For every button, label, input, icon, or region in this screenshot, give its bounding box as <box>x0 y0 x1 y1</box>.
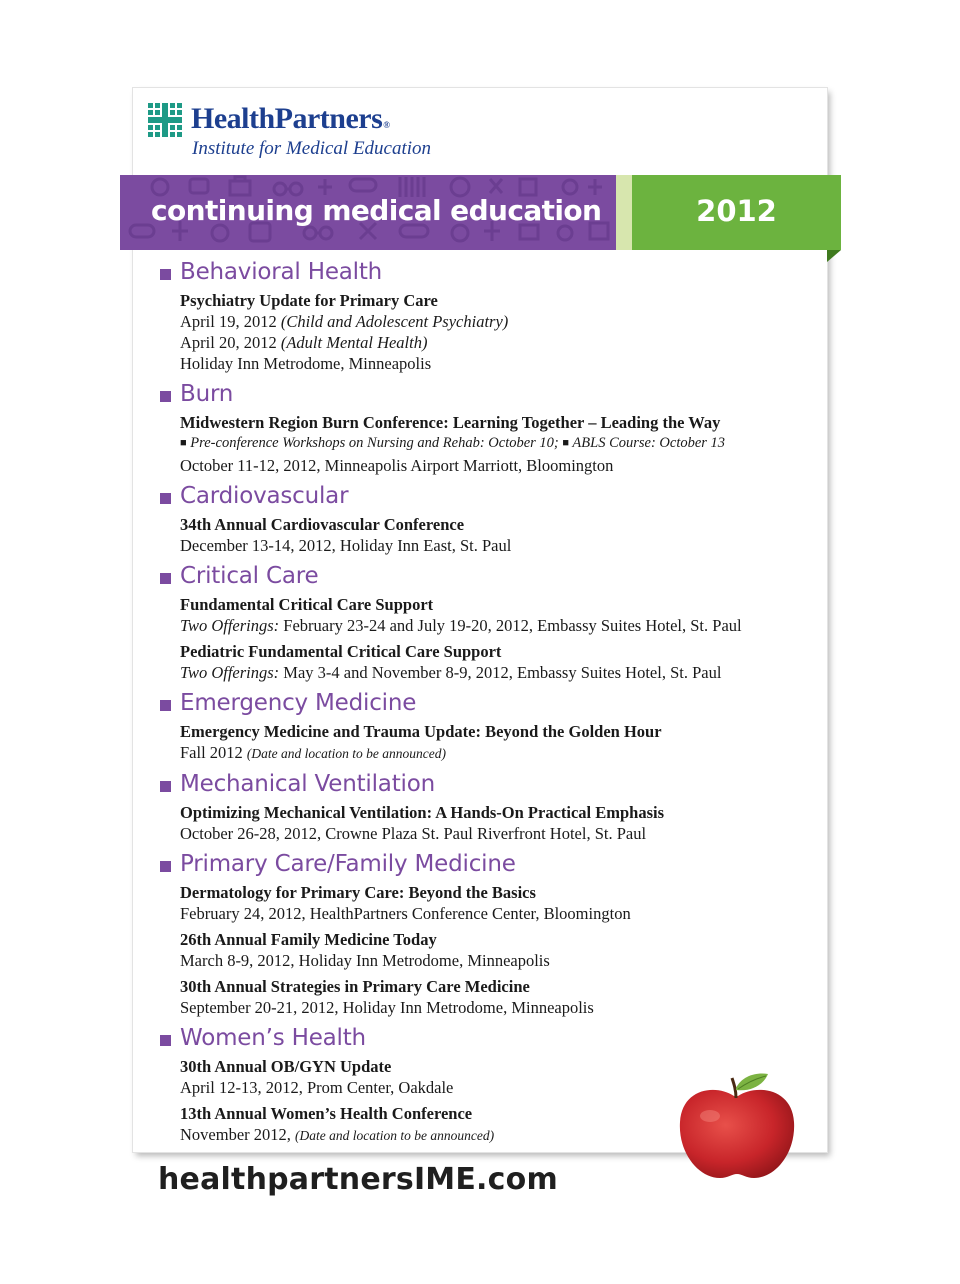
event-date-location: February 23-24 and July 19-20, 2012, Embassy Suites Hotel, St. Paul <box>279 616 742 635</box>
section-emergency-medicine <box>158 689 808 764</box>
section-header <box>158 689 808 721</box>
section-header <box>158 380 808 412</box>
section-behavioral-health <box>158 258 808 374</box>
section-title: Emergency Medicine <box>180 690 417 716</box>
event-date-location: November 2012, <box>180 1125 296 1144</box>
event-detail <box>180 823 808 844</box>
section-header <box>158 770 808 802</box>
banner-fold <box>827 250 841 262</box>
section-burn <box>158 380 808 476</box>
event-title: 30th Annual OB/GYN Update <box>180 1057 392 1076</box>
section-title: Women’s Health <box>180 1025 366 1051</box>
section-critical-care <box>158 562 808 683</box>
banner-year-block <box>632 175 841 250</box>
section-header <box>158 850 808 882</box>
section-title: Primary Care/Family Medicine <box>180 851 516 877</box>
event-detail <box>180 615 808 636</box>
event-date-location: September 20-21, 2012, Holiday Inn Metrodome, Minneapolis <box>180 998 594 1017</box>
event-note: (Date and location to be announced) <box>246 746 447 761</box>
brand-name: HealthPartners® <box>191 102 390 135</box>
square-bullet-icon: ■ <box>562 437 570 449</box>
event-date-location: October 11-12, 2012, Minneapolis Airport Marriott, Bloomington <box>180 456 614 475</box>
pre-session-text: Pre-conference Workshops on Nursing and Rehab: October 10; <box>190 435 559 451</box>
event-item <box>180 882 808 924</box>
square-bullet-icon <box>160 781 171 792</box>
event-detail <box>180 903 808 924</box>
square-bullet-icon <box>160 493 171 504</box>
event-detail <box>180 455 808 476</box>
event-item <box>180 721 808 764</box>
event-title: Pediatric Fundamental Critical Care Support <box>180 642 502 661</box>
event-item <box>180 641 808 683</box>
event-title: Optimizing Mechanical Ventilation: A Hands-On Practical Emphasis <box>180 803 665 822</box>
event-date-location: March 8-9, 2012, Holiday Inn Metrodome, Minneapolis <box>180 951 550 970</box>
event-detail <box>180 311 808 332</box>
healthpartners-logo-icon <box>148 103 182 137</box>
event-item <box>180 594 808 636</box>
section-title: Burn <box>180 381 234 407</box>
event-date-location: April 20, 2012 <box>180 333 281 352</box>
banner-year: 2012 <box>696 194 777 228</box>
section-header <box>158 1024 808 1056</box>
event-listing <box>158 258 808 1152</box>
section-title: Mechanical Ventilation <box>180 771 435 797</box>
section-title: Behavioral Health <box>180 259 383 285</box>
square-bullet-icon <box>160 573 171 584</box>
event-detail <box>180 535 808 556</box>
event-note: (Adult Mental Health) <box>280 333 428 352</box>
event-date-location: December 13-14, 2012, Holiday Inn East, St. Paul <box>180 536 512 555</box>
pre-session-text: ABLS Course: October 13 <box>572 435 726 451</box>
section-header <box>158 562 808 594</box>
event-date-location: Holiday Inn Metrodome, Minneapolis <box>180 354 432 373</box>
event-title: 34th Annual Cardiovascular Conference <box>180 515 465 534</box>
event-detail <box>180 950 808 971</box>
event-detail <box>180 353 808 374</box>
event-detail <box>180 997 808 1018</box>
event-detail <box>180 332 808 353</box>
section-primary-care-family-medicine <box>158 850 808 1018</box>
section-mechanical-ventilation <box>158 770 808 844</box>
event-item <box>180 290 808 374</box>
event-date-location: February 24, 2012, HealthPartners Conference Center, Bloomington <box>180 904 631 923</box>
offerings-label: Two Offerings: <box>180 616 280 635</box>
event-title: Emergency Medicine and Trauma Update: Beyond the Golden Hour <box>180 722 662 741</box>
event-title: 26th Annual Family Medicine Today <box>180 930 437 949</box>
event-note: (Date and location to be announced) <box>295 1128 495 1143</box>
brand-subtitle: Institute for Medical Education <box>192 138 432 159</box>
event-item <box>180 412 808 476</box>
square-bullet-icon: ■ <box>180 437 187 449</box>
event-date-location: October 26-28, 2012, Crowne Plaza St. Paul Riverfront Hotel, St. Paul <box>180 824 647 843</box>
event-date-location: April 19, 2012 <box>180 312 281 331</box>
event-item <box>180 802 808 844</box>
event-title: Midwestern Region Burn Conference: Learning Together – Leading the Way <box>180 413 721 432</box>
event-detail <box>180 662 808 683</box>
square-bullet-icon <box>160 269 171 280</box>
website-link[interactable]: healthpartnersIME.com <box>158 1162 558 1197</box>
event-title: 13th Annual Women’s Health Conference <box>180 1104 473 1123</box>
event-date-location: Fall 2012 <box>180 743 247 762</box>
event-date-location: April 12-13, 2012, Prom Center, Oakdale <box>180 1078 454 1097</box>
event-item <box>180 929 808 971</box>
banner-title-block <box>120 175 616 250</box>
healthpartners-logo[interactable] <box>148 101 468 167</box>
event-title: Fundamental Critical Care Support <box>180 595 434 614</box>
event-note: (Child and Adolescent Psychiatry) <box>280 312 509 331</box>
section-cardiovascular <box>158 482 808 556</box>
event-title: 30th Annual Strategies in Primary Care Medicine <box>180 977 530 996</box>
square-bullet-icon <box>160 861 171 872</box>
event-pre-sessions <box>180 433 808 455</box>
square-bullet-icon <box>160 391 171 402</box>
event-date-location: May 3-4 and November 8-9, 2012, Embassy Suites Hotel, St. Paul <box>279 663 722 682</box>
section-header <box>158 258 808 290</box>
offerings-label: Two Offerings: <box>180 663 280 682</box>
event-title: Psychiatry Update for Primary Care <box>180 291 438 310</box>
event-title: Dermatology for Primary Care: Beyond the Basics <box>180 883 536 902</box>
section-title: Cardiovascular <box>180 483 349 509</box>
header-banner <box>120 175 841 250</box>
square-bullet-icon <box>160 1035 171 1046</box>
event-item <box>180 514 808 556</box>
event-item <box>180 976 808 1018</box>
square-bullet-icon <box>160 700 171 711</box>
event-detail <box>180 742 808 764</box>
banner-title: continuing medical education <box>151 194 602 227</box>
banner-divider <box>616 175 632 250</box>
section-title: Critical Care <box>180 563 319 589</box>
apple-icon <box>676 1070 798 1182</box>
section-header <box>158 482 808 514</box>
